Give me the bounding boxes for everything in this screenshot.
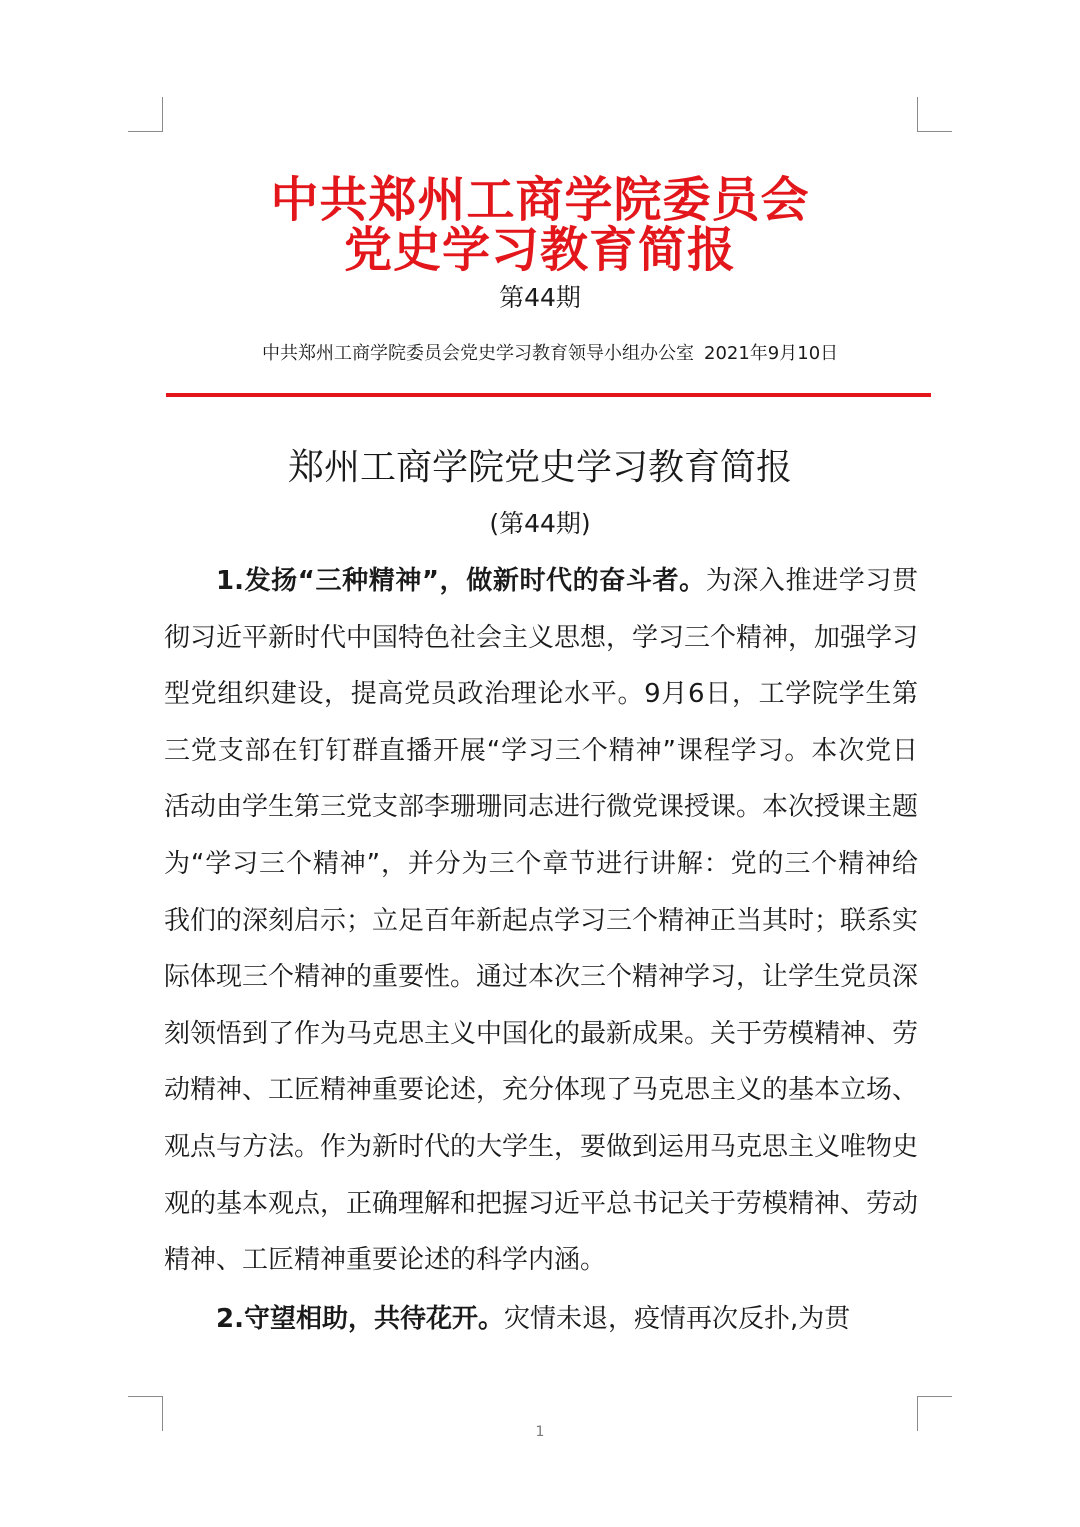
publish-date: 2021年9月10日 xyxy=(704,343,839,364)
masthead-divider xyxy=(166,393,931,397)
masthead-title: 中共郑州工商学院委员会 xyxy=(270,172,810,228)
page-number: 1 xyxy=(535,1424,545,1440)
crop-mark-top-left xyxy=(128,97,163,132)
paragraph xyxy=(164,553,918,1289)
paragraph-text: 为深入推进学习贯彻习近平新时代中国特色社会主义思想，学习三个精神，加强学习型党组织建设，提高党员政治理论水平。9月6日，工学院学生第三党支部在钉钉群直播开展“学习三个精神”课程学习。本次党日活动由学生第三党支部李珊珊同志进行微党课授课。本次授课主题为“学习三个精神”，并分为三个章节进行讲解：党的三个精神给我们的深刻启示；立足百年新起点学习三个精神正当其时；联系实际体现三个精神的重要性。通过本次三个精神学习，让学生党员深刻领悟到了作为马克思主义中国化的最新成果。关于劳模精神、劳动精神、工匠精神重要论述，充分体现了马克思主义的基本立场、观点与方法。作为新时代的大学生，要做到运用马克思主义唯物史观的基本观点，正确理解和把握习近平总书记关于劳模精神、劳动精神、工匠精神重要论述的科学内涵。 xyxy=(164,566,919,1276)
paragraph-heading: 2.守望相助，共待花开。 xyxy=(216,1303,504,1334)
issue-number: 第44期 xyxy=(499,283,581,312)
document-title: 郑州工商学院党史学习教育简报 xyxy=(287,447,792,488)
paragraph-heading: 1.发扬“三种精神”，做新时代的奋斗者。 xyxy=(216,566,706,596)
document-body xyxy=(164,553,918,1347)
paragraph xyxy=(164,1291,918,1348)
publisher-name: 中共郑州工商学院委员会党史学习教育领导小组办公室 xyxy=(262,343,694,364)
publisher-row xyxy=(262,339,839,369)
document-issue: (第44期) xyxy=(489,509,591,538)
masthead-subtitle: 党史学习教育简报 xyxy=(343,222,736,278)
paragraph-text: 灾情未退，疫情再次反扑,为贯 xyxy=(503,1303,851,1334)
crop-mark-top-right xyxy=(917,97,952,132)
